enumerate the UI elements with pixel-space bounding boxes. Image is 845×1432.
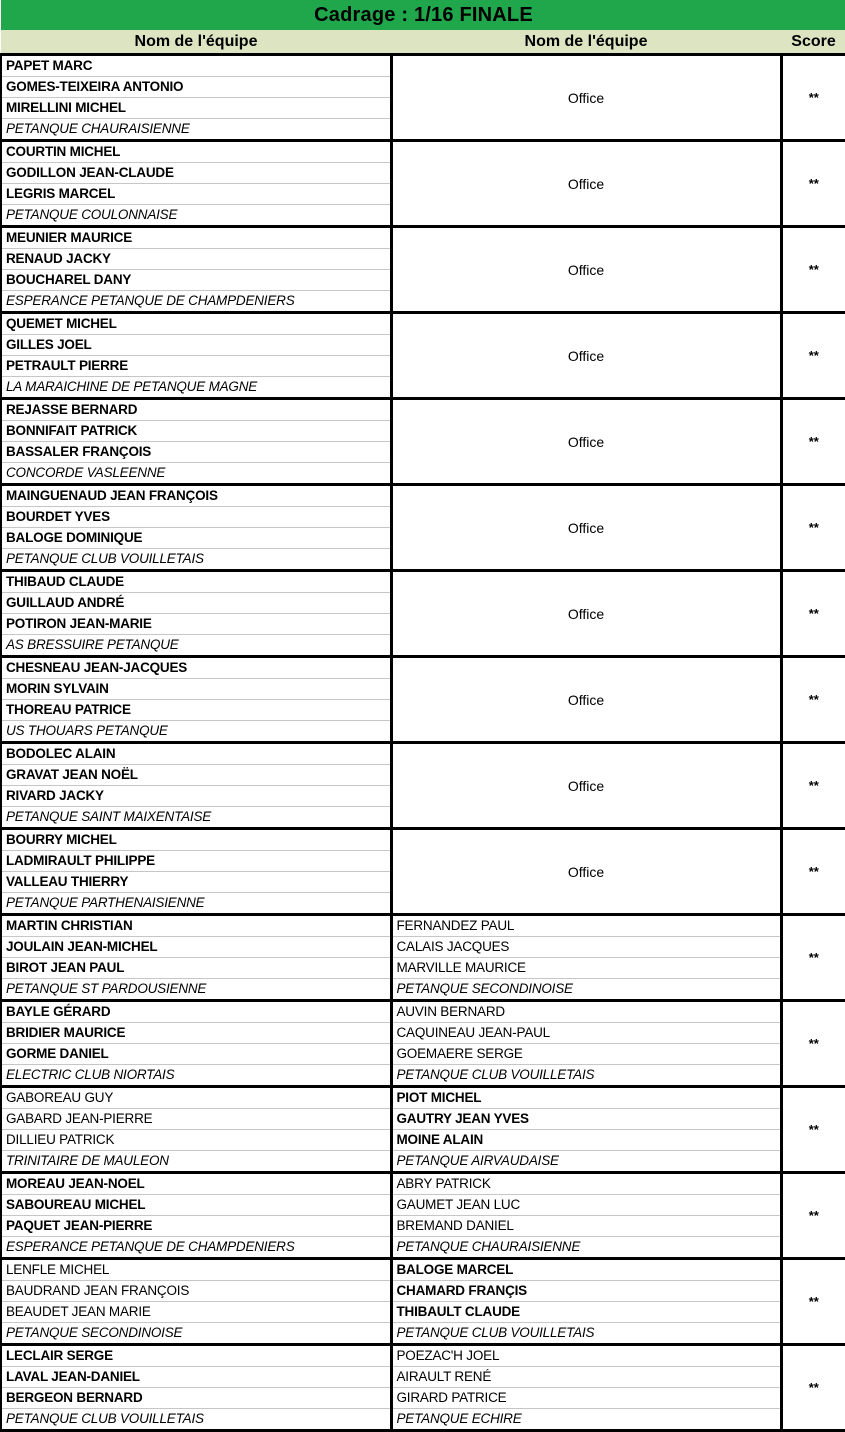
match-7-row-1 <box>1 571 845 593</box>
player-name-cell: THOREAU PATRICE <box>1 700 391 721</box>
player-name-cell: BEAUDET JEAN MARIE <box>1 1302 391 1323</box>
match-14-row-1 <box>1 1173 845 1195</box>
match-6-row-1 <box>1 485 845 507</box>
club-name-cell: CONCORDE VASLEENNE <box>1 463 391 485</box>
bye-cell: Office <box>391 227 781 313</box>
match-3-row-1 <box>1 227 845 249</box>
player-name-cell: PIOT MICHEL <box>391 1087 781 1109</box>
match-14-row-4 <box>1 1237 845 1259</box>
match-13-row-1 <box>1 1087 845 1109</box>
match-11-row-3 <box>1 958 845 979</box>
club-name-cell: PETANQUE AIRVAUDAISE <box>391 1151 781 1173</box>
player-name-cell: CHESNEAU JEAN-JACQUES <box>1 657 391 679</box>
match-5-row-1 <box>1 399 845 421</box>
club-name-cell: PETANQUE CHAURAISIENNE <box>1 119 391 141</box>
match-4-row-1 <box>1 313 845 335</box>
score-cell: ** <box>781 571 845 657</box>
bye-cell: Office <box>391 55 781 141</box>
match-2-row-1 <box>1 141 845 163</box>
player-name-cell: BERGEON BERNARD <box>1 1388 391 1409</box>
player-name-cell: GAUTRY JEAN YVES <box>391 1109 781 1130</box>
player-name-cell: MORIN SYLVAIN <box>1 679 391 700</box>
match-13-row-3 <box>1 1130 845 1151</box>
match-16-row-2 <box>1 1367 845 1388</box>
title-row <box>1 0 845 30</box>
player-name-cell: CHAMARD FRANÇIS <box>391 1281 781 1302</box>
player-name-cell: REJASSE BERNARD <box>1 399 391 421</box>
club-name-cell: TRINITAIRE DE MAULEON <box>1 1151 391 1173</box>
bye-cell: Office <box>391 313 781 399</box>
player-name-cell: GODILLON JEAN-CLAUDE <box>1 163 391 184</box>
player-name-cell: BOUCHAREL DANY <box>1 270 391 291</box>
score-cell: ** <box>781 743 845 829</box>
player-name-cell: RENAUD JACKY <box>1 249 391 270</box>
player-name-cell: BOURDET YVES <box>1 507 391 528</box>
player-name-cell: GILLES JOEL <box>1 335 391 356</box>
bye-cell: Office <box>391 657 781 743</box>
player-name-cell: GABOREAU GUY <box>1 1087 391 1109</box>
match-11-row-4 <box>1 979 845 1001</box>
match-15-row-1 <box>1 1259 845 1281</box>
player-name-cell: MOINE ALAIN <box>391 1130 781 1151</box>
score-cell: ** <box>781 141 845 227</box>
player-name-cell: BAUDRAND JEAN FRANÇOIS <box>1 1281 391 1302</box>
player-name-cell: BONNIFAIT PATRICK <box>1 421 391 442</box>
score-cell: ** <box>781 55 845 141</box>
player-name-cell: QUEMET MICHEL <box>1 313 391 335</box>
player-name-cell: GUILLAUD ANDRÉ <box>1 593 391 614</box>
player-name-cell: POTIRON JEAN-MARIE <box>1 614 391 635</box>
match-12-row-2 <box>1 1023 845 1044</box>
score-cell: ** <box>781 1087 845 1173</box>
club-name-cell: ESPERANCE PETANQUE DE CHAMPDENIERS <box>1 1237 391 1259</box>
score-cell: ** <box>781 657 845 743</box>
match-1-row-1 <box>1 55 845 77</box>
player-name-cell: MIRELLINI MICHEL <box>1 98 391 119</box>
player-name-cell: COURTIN MICHEL <box>1 141 391 163</box>
player-name-cell: FERNANDEZ PAUL <box>391 915 781 937</box>
player-name-cell: BAYLE GÉRARD <box>1 1001 391 1023</box>
match-16-row-4 <box>1 1409 845 1431</box>
score-cell: ** <box>781 1001 845 1087</box>
club-name-cell: PETANQUE CLUB VOUILLETAIS <box>1 549 391 571</box>
player-name-cell: PAQUET JEAN-PIERRE <box>1 1216 391 1237</box>
match-12-row-1 <box>1 1001 845 1023</box>
club-name-cell: PETANQUE ECHIRE <box>391 1409 781 1431</box>
match-9-row-1 <box>1 743 845 765</box>
player-name-cell: GRAVAT JEAN NOËL <box>1 765 391 786</box>
player-name-cell: CAQUINEAU JEAN-PAUL <box>391 1023 781 1044</box>
club-name-cell: PETANQUE SECONDINOISE <box>1 1323 391 1345</box>
score-cell: ** <box>781 1345 845 1431</box>
match-12-row-3 <box>1 1044 845 1065</box>
player-name-cell: CALAIS JACQUES <box>391 937 781 958</box>
bye-cell: Office <box>391 141 781 227</box>
club-name-cell: ELECTRIC CLUB NIORTAIS <box>1 1065 391 1087</box>
match-16-row-1 <box>1 1345 845 1367</box>
club-name-cell: AS BRESSUIRE PETANQUE <box>1 635 391 657</box>
match-15-row-3 <box>1 1302 845 1323</box>
match-15-row-4 <box>1 1323 845 1345</box>
player-name-cell: BRIDIER MAURICE <box>1 1023 391 1044</box>
player-name-cell: DILLIEU PATRICK <box>1 1130 391 1151</box>
match-13-row-4 <box>1 1151 845 1173</box>
match-16-row-3 <box>1 1388 845 1409</box>
player-name-cell: GIRARD PATRICE <box>391 1388 781 1409</box>
player-name-cell: RIVARD JACKY <box>1 786 391 807</box>
matches-body <box>1 55 845 1431</box>
score-cell: ** <box>781 485 845 571</box>
player-name-cell: MEUNIER MAURICE <box>1 227 391 249</box>
player-name-cell: MOREAU JEAN-NOEL <box>1 1173 391 1195</box>
column-header-team2: Nom de l'équipe <box>391 30 781 55</box>
player-name-cell: MARTIN CHRISTIAN <box>1 915 391 937</box>
player-name-cell: GAUMET JEAN LUC <box>391 1195 781 1216</box>
match-12-row-4 <box>1 1065 845 1087</box>
club-name-cell: PETANQUE SECONDINOISE <box>391 979 781 1001</box>
column-header-row <box>1 30 845 55</box>
match-8-row-1 <box>1 657 845 679</box>
player-name-cell: AUVIN BERNARD <box>391 1001 781 1023</box>
club-name-cell: PETANQUE COULONNAISE <box>1 205 391 227</box>
score-cell: ** <box>781 399 845 485</box>
match-13-row-2 <box>1 1109 845 1130</box>
player-name-cell: THIBAUD CLAUDE <box>1 571 391 593</box>
club-name-cell: ESPERANCE PETANQUE DE CHAMPDENIERS <box>1 291 391 313</box>
club-name-cell: PETANQUE ST PARDOUSIENNE <box>1 979 391 1001</box>
player-name-cell: PETRAULT PIERRE <box>1 356 391 377</box>
player-name-cell: BIROT JEAN PAUL <box>1 958 391 979</box>
page-title: Cadrage : 1/16 FINALE <box>1 0 845 30</box>
score-cell: ** <box>781 1259 845 1345</box>
bye-cell: Office <box>391 399 781 485</box>
score-cell: ** <box>781 915 845 1001</box>
match-10-row-1 <box>1 829 845 851</box>
player-name-cell: BALOGE DOMINIQUE <box>1 528 391 549</box>
club-name-cell: PETANQUE CLUB VOUILLETAIS <box>391 1323 781 1345</box>
club-name-cell: PETANQUE PARTHENAISIENNE <box>1 893 391 915</box>
player-name-cell: PAPET MARC <box>1 55 391 77</box>
club-name-cell: US THOUARS PETANQUE <box>1 721 391 743</box>
player-name-cell: POEZAC'H JOEL <box>391 1345 781 1367</box>
player-name-cell: LADMIRAULT PHILIPPE <box>1 851 391 872</box>
player-name-cell: LENFLE MICHEL <box>1 1259 391 1281</box>
player-name-cell: BASSALER FRANÇOIS <box>1 442 391 463</box>
score-cell: ** <box>781 313 845 399</box>
player-name-cell: ABRY PATRICK <box>391 1173 781 1195</box>
player-name-cell: LAVAL JEAN-DANIEL <box>1 1367 391 1388</box>
player-name-cell: LECLAIR SERGE <box>1 1345 391 1367</box>
player-name-cell: THIBAULT CLAUDE <box>391 1302 781 1323</box>
score-cell: ** <box>781 829 845 915</box>
column-header-score: Score <box>781 30 845 55</box>
player-name-cell: GORME DANIEL <box>1 1044 391 1065</box>
bye-cell: Office <box>391 743 781 829</box>
club-name-cell: LA MARAICHINE DE PETANQUE MAGNE <box>1 377 391 399</box>
player-name-cell: SABOUREAU MICHEL <box>1 1195 391 1216</box>
column-header-team1: Nom de l'équipe <box>1 30 391 55</box>
club-name-cell: PETANQUE SAINT MAIXENTAISE <box>1 807 391 829</box>
club-name-cell: PETANQUE CHAURAISIENNE <box>391 1237 781 1259</box>
match-11-row-2 <box>1 937 845 958</box>
club-name-cell: PETANQUE CLUB VOUILLETAIS <box>391 1065 781 1087</box>
score-cell: ** <box>781 227 845 313</box>
match-14-row-2 <box>1 1195 845 1216</box>
match-15-row-2 <box>1 1281 845 1302</box>
club-name-cell: PETANQUE CLUB VOUILLETAIS <box>1 1409 391 1431</box>
player-name-cell: JOULAIN JEAN-MICHEL <box>1 937 391 958</box>
player-name-cell: BREMAND DANIEL <box>391 1216 781 1237</box>
player-name-cell: MARVILLE MAURICE <box>391 958 781 979</box>
player-name-cell: VALLEAU THIERRY <box>1 872 391 893</box>
player-name-cell: BODOLEC ALAIN <box>1 743 391 765</box>
player-name-cell: GOEMAERE SERGE <box>391 1044 781 1065</box>
player-name-cell: AIRAULT RENÉ <box>391 1367 781 1388</box>
player-name-cell: GABARD JEAN-PIERRE <box>1 1109 391 1130</box>
player-name-cell: GOMES-TEIXEIRA ANTONIO <box>1 77 391 98</box>
bye-cell: Office <box>391 485 781 571</box>
bye-cell: Office <box>391 571 781 657</box>
match-14-row-3 <box>1 1216 845 1237</box>
match-11-row-1 <box>1 915 845 937</box>
bye-cell: Office <box>391 829 781 915</box>
player-name-cell: LEGRIS MARCEL <box>1 184 391 205</box>
player-name-cell: BALOGE MARCEL <box>391 1259 781 1281</box>
player-name-cell: BOURRY MICHEL <box>1 829 391 851</box>
player-name-cell: MAINGUENAUD JEAN FRANÇOIS <box>1 485 391 507</box>
score-cell: ** <box>781 1173 845 1259</box>
